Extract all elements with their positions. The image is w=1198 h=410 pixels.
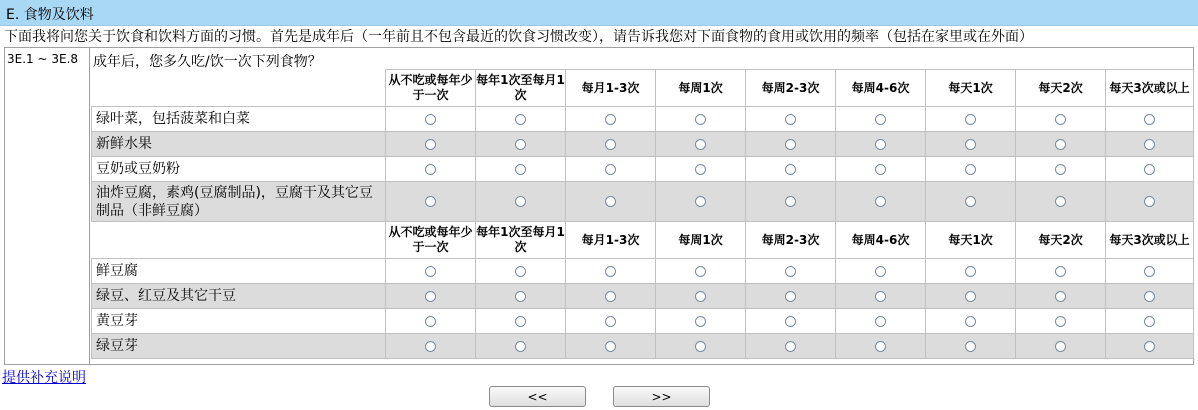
option-cell: [566, 259, 656, 284]
column-header: 每年1次至每月1次: [476, 70, 566, 107]
option-cell: [476, 157, 566, 182]
column-header: 每天2次: [1016, 70, 1106, 107]
frequency-radio[interactable]: [875, 341, 886, 352]
column-header-row: [92, 70, 1194, 107]
frequency-radio[interactable]: [515, 266, 526, 277]
frequency-radio[interactable]: [605, 316, 616, 327]
section-header: [0, 0, 1198, 26]
question-text: 成年后，您多久吃/饮一次下列食物？: [93, 54, 322, 70]
column-header: 每周2-3次: [746, 222, 836, 259]
frequency-radio[interactable]: [695, 139, 706, 150]
option-cell: [566, 107, 656, 132]
option-cell: [836, 132, 926, 157]
frequency-radio[interactable]: [1055, 139, 1066, 150]
food-label: 油炸豆腐，素鸡(豆腐制品)，豆腐干及其它豆制品（非鲜豆腐）: [92, 182, 386, 222]
column-header: 从不吃或每年少于一次: [386, 70, 476, 107]
frequency-radio[interactable]: [965, 114, 976, 125]
option-cell: [386, 182, 476, 222]
option-cell: [476, 309, 566, 334]
frequency-radio[interactable]: [695, 291, 706, 302]
frequency-radio[interactable]: [1144, 316, 1155, 327]
option-cell: [926, 334, 1016, 359]
option-cell: [476, 259, 566, 284]
frequency-radio[interactable]: [785, 341, 796, 352]
frequency-radio[interactable]: [875, 316, 886, 327]
next-button[interactable]: >>: [613, 386, 710, 407]
frequency-radio[interactable]: [785, 114, 796, 125]
frequency-radio[interactable]: [1144, 139, 1155, 150]
column-header: 每周1次: [656, 70, 746, 107]
frequency-radio[interactable]: [875, 114, 886, 125]
option-cell: [1106, 259, 1194, 284]
frequency-radio[interactable]: [695, 266, 706, 277]
frequency-radio[interactable]: [1055, 164, 1066, 175]
option-cell: [656, 157, 746, 182]
column-header: 每天1次: [926, 222, 1016, 259]
food-label: 豆奶或豆奶粉: [92, 157, 386, 182]
option-cell: [836, 259, 926, 284]
option-cell: [656, 132, 746, 157]
column-header: 每天1次: [926, 70, 1016, 107]
option-cell: [746, 182, 836, 222]
food-row: [92, 107, 1194, 132]
frequency-radio[interactable]: [695, 114, 706, 125]
food-label: 鲜豆腐: [92, 259, 386, 284]
option-cell: [1106, 334, 1194, 359]
frequency-radio[interactable]: [965, 164, 976, 175]
option-cell: [746, 157, 836, 182]
option-cell: [926, 157, 1016, 182]
frequency-radio[interactable]: [695, 196, 706, 207]
frequency-radio[interactable]: [965, 316, 976, 327]
food-label: 新鲜水果: [92, 132, 386, 157]
option-cell: [1016, 284, 1106, 309]
frequency-radio[interactable]: [515, 139, 526, 150]
frequency-radio[interactable]: [425, 316, 436, 327]
frequency-radio[interactable]: [425, 291, 436, 302]
option-cell: [746, 334, 836, 359]
option-cell: [476, 284, 566, 309]
option-cell: [566, 182, 656, 222]
frequency-radio[interactable]: [425, 196, 436, 207]
option-cell: [386, 107, 476, 132]
option-cell: [476, 182, 566, 222]
section-title: E. 食物及饮料: [6, 7, 94, 23]
food-label: 黄豆芽: [92, 309, 386, 334]
header-blank-cell: [92, 222, 386, 259]
option-cell: [476, 107, 566, 132]
frequency-radio[interactable]: [605, 196, 616, 207]
food-row: [92, 284, 1194, 309]
frequency-radio[interactable]: [1055, 266, 1066, 277]
option-cell: [926, 284, 1016, 309]
column-header: 每年1次至每月1次: [476, 222, 566, 259]
option-cell: [656, 107, 746, 132]
option-cell: [656, 334, 746, 359]
option-cell: [836, 309, 926, 334]
food-label: 绿豆、红豆及其它干豆: [92, 284, 386, 309]
frequency-radio[interactable]: [605, 139, 616, 150]
option-cell: [746, 309, 836, 334]
option-cell: [836, 107, 926, 132]
column-header: 从不吃或每年少于一次: [386, 222, 476, 259]
frequency-radio[interactable]: [875, 291, 886, 302]
frequency-radio[interactable]: [965, 341, 976, 352]
option-cell: [1106, 107, 1194, 132]
question-id: 3E.1 ~ 3E.8: [5, 48, 90, 364]
frequency-radio[interactable]: [785, 291, 796, 302]
frequency-grid: [91, 69, 1194, 359]
column-header: 每月1-3次: [566, 70, 656, 107]
option-cell: [836, 334, 926, 359]
frequency-radio[interactable]: [1055, 316, 1066, 327]
frequency-radio[interactable]: [785, 266, 796, 277]
option-cell: [1016, 157, 1106, 182]
option-cell: [926, 182, 1016, 222]
option-cell: [476, 132, 566, 157]
food-row: [92, 132, 1194, 157]
option-cell: [1106, 132, 1194, 157]
column-header: 每周2-3次: [746, 70, 836, 107]
option-cell: [386, 157, 476, 182]
frequency-radio[interactable]: [425, 341, 436, 352]
frequency-radio[interactable]: [875, 139, 886, 150]
option-cell: [1016, 132, 1106, 157]
option-cell: [1106, 182, 1194, 222]
option-cell: [1016, 309, 1106, 334]
frequency-radio[interactable]: [965, 139, 976, 150]
frequency-radio[interactable]: [785, 164, 796, 175]
frequency-radio[interactable]: [515, 164, 526, 175]
column-header: 每月1-3次: [566, 222, 656, 259]
frequency-radio[interactable]: [1144, 164, 1155, 175]
option-cell: [656, 259, 746, 284]
option-cell: [926, 132, 1016, 157]
frequency-radio[interactable]: [605, 114, 616, 125]
food-row: [92, 334, 1194, 359]
food-label: 绿叶菜，包括菠菜和白菜: [92, 107, 386, 132]
frequency-radio[interactable]: [425, 114, 436, 125]
frequency-radio[interactable]: [965, 291, 976, 302]
frequency-radio[interactable]: [605, 266, 616, 277]
option-cell: [926, 309, 1016, 334]
option-cell: [926, 107, 1016, 132]
frequency-radio[interactable]: [695, 164, 706, 175]
header-blank-cell: [92, 70, 386, 107]
option-cell: [1106, 157, 1194, 182]
frequency-radio[interactable]: [695, 341, 706, 352]
option-cell: [386, 132, 476, 157]
frequency-radio[interactable]: [515, 196, 526, 207]
option-cell: [836, 182, 926, 222]
frequency-radio[interactable]: [425, 139, 436, 150]
option-cell: [386, 334, 476, 359]
frequency-radio[interactable]: [965, 196, 976, 207]
column-header: 每天3次或以上: [1106, 70, 1194, 107]
food-row: [92, 259, 1194, 284]
option-cell: [1016, 182, 1106, 222]
option-cell: [386, 309, 476, 334]
option-cell: [1016, 334, 1106, 359]
previous-button[interactable]: <<: [489, 386, 586, 407]
frequency-radio[interactable]: [965, 266, 976, 277]
frequency-radio[interactable]: [1144, 266, 1155, 277]
option-cell: [746, 107, 836, 132]
food-row: [92, 309, 1194, 334]
column-header: 每周1次: [656, 222, 746, 259]
frequency-radio[interactable]: [1055, 291, 1066, 302]
frequency-radio[interactable]: [515, 291, 526, 302]
frequency-radio[interactable]: [425, 266, 436, 277]
frequency-radio[interactable]: [785, 316, 796, 327]
option-cell: [746, 284, 836, 309]
food-row: [92, 157, 1194, 182]
option-cell: [1106, 284, 1194, 309]
option-cell: [926, 259, 1016, 284]
frequency-radio[interactable]: [605, 164, 616, 175]
frequency-radio[interactable]: [1055, 196, 1066, 207]
column-header: 每周4-6次: [836, 70, 926, 107]
frequency-radio[interactable]: [1144, 341, 1155, 352]
frequency-radio[interactable]: [515, 316, 526, 327]
frequency-radio[interactable]: [1055, 341, 1066, 352]
option-cell: [386, 284, 476, 309]
frequency-radio[interactable]: [605, 291, 616, 302]
option-cell: [1106, 309, 1194, 334]
column-header: 每天3次或以上: [1106, 222, 1194, 259]
column-header: 每天2次: [1016, 222, 1106, 259]
supplementary-note-link[interactable]: 提供补充说明: [2, 370, 86, 386]
option-cell: [1016, 259, 1106, 284]
frequency-radio[interactable]: [785, 139, 796, 150]
option-cell: [836, 157, 926, 182]
frequency-radio[interactable]: [875, 196, 886, 207]
frequency-radio[interactable]: [1144, 291, 1155, 302]
option-cell: [656, 284, 746, 309]
frequency-radio[interactable]: [1055, 114, 1066, 125]
food-row: [92, 182, 1194, 222]
column-header: 每周4-6次: [836, 222, 926, 259]
option-cell: [566, 157, 656, 182]
option-cell: [566, 309, 656, 334]
frequency-radio[interactable]: [515, 114, 526, 125]
option-cell: [566, 284, 656, 309]
option-cell: [746, 259, 836, 284]
frequency-radio[interactable]: [515, 341, 526, 352]
frequency-radio[interactable]: [695, 316, 706, 327]
intro-text: 下面我将问您关于饮食和饮料方面的习惯。首先是成年后（一年前且不包含最近的饮食习惯改变），请告诉我您对下面食物的食用或饮用的频率（包括在家里或在外面）: [4, 29, 1033, 45]
frequency-radio[interactable]: [1144, 196, 1155, 207]
option-cell: [656, 309, 746, 334]
frequency-radio[interactable]: [605, 341, 616, 352]
option-cell: [386, 259, 476, 284]
frequency-radio[interactable]: [875, 164, 886, 175]
food-label: 绿豆芽: [92, 334, 386, 359]
column-header-row: [92, 222, 1194, 259]
option-cell: [836, 284, 926, 309]
option-cell: [566, 334, 656, 359]
option-cell: [746, 132, 836, 157]
frequency-radio[interactable]: [1144, 114, 1155, 125]
option-cell: [476, 334, 566, 359]
option-cell: [1016, 107, 1106, 132]
frequency-radio[interactable]: [785, 196, 796, 207]
option-cell: [566, 132, 656, 157]
question-box: [4, 47, 1194, 365]
option-cell: [656, 182, 746, 222]
frequency-radio[interactable]: [875, 266, 886, 277]
frequency-radio[interactable]: [425, 164, 436, 175]
